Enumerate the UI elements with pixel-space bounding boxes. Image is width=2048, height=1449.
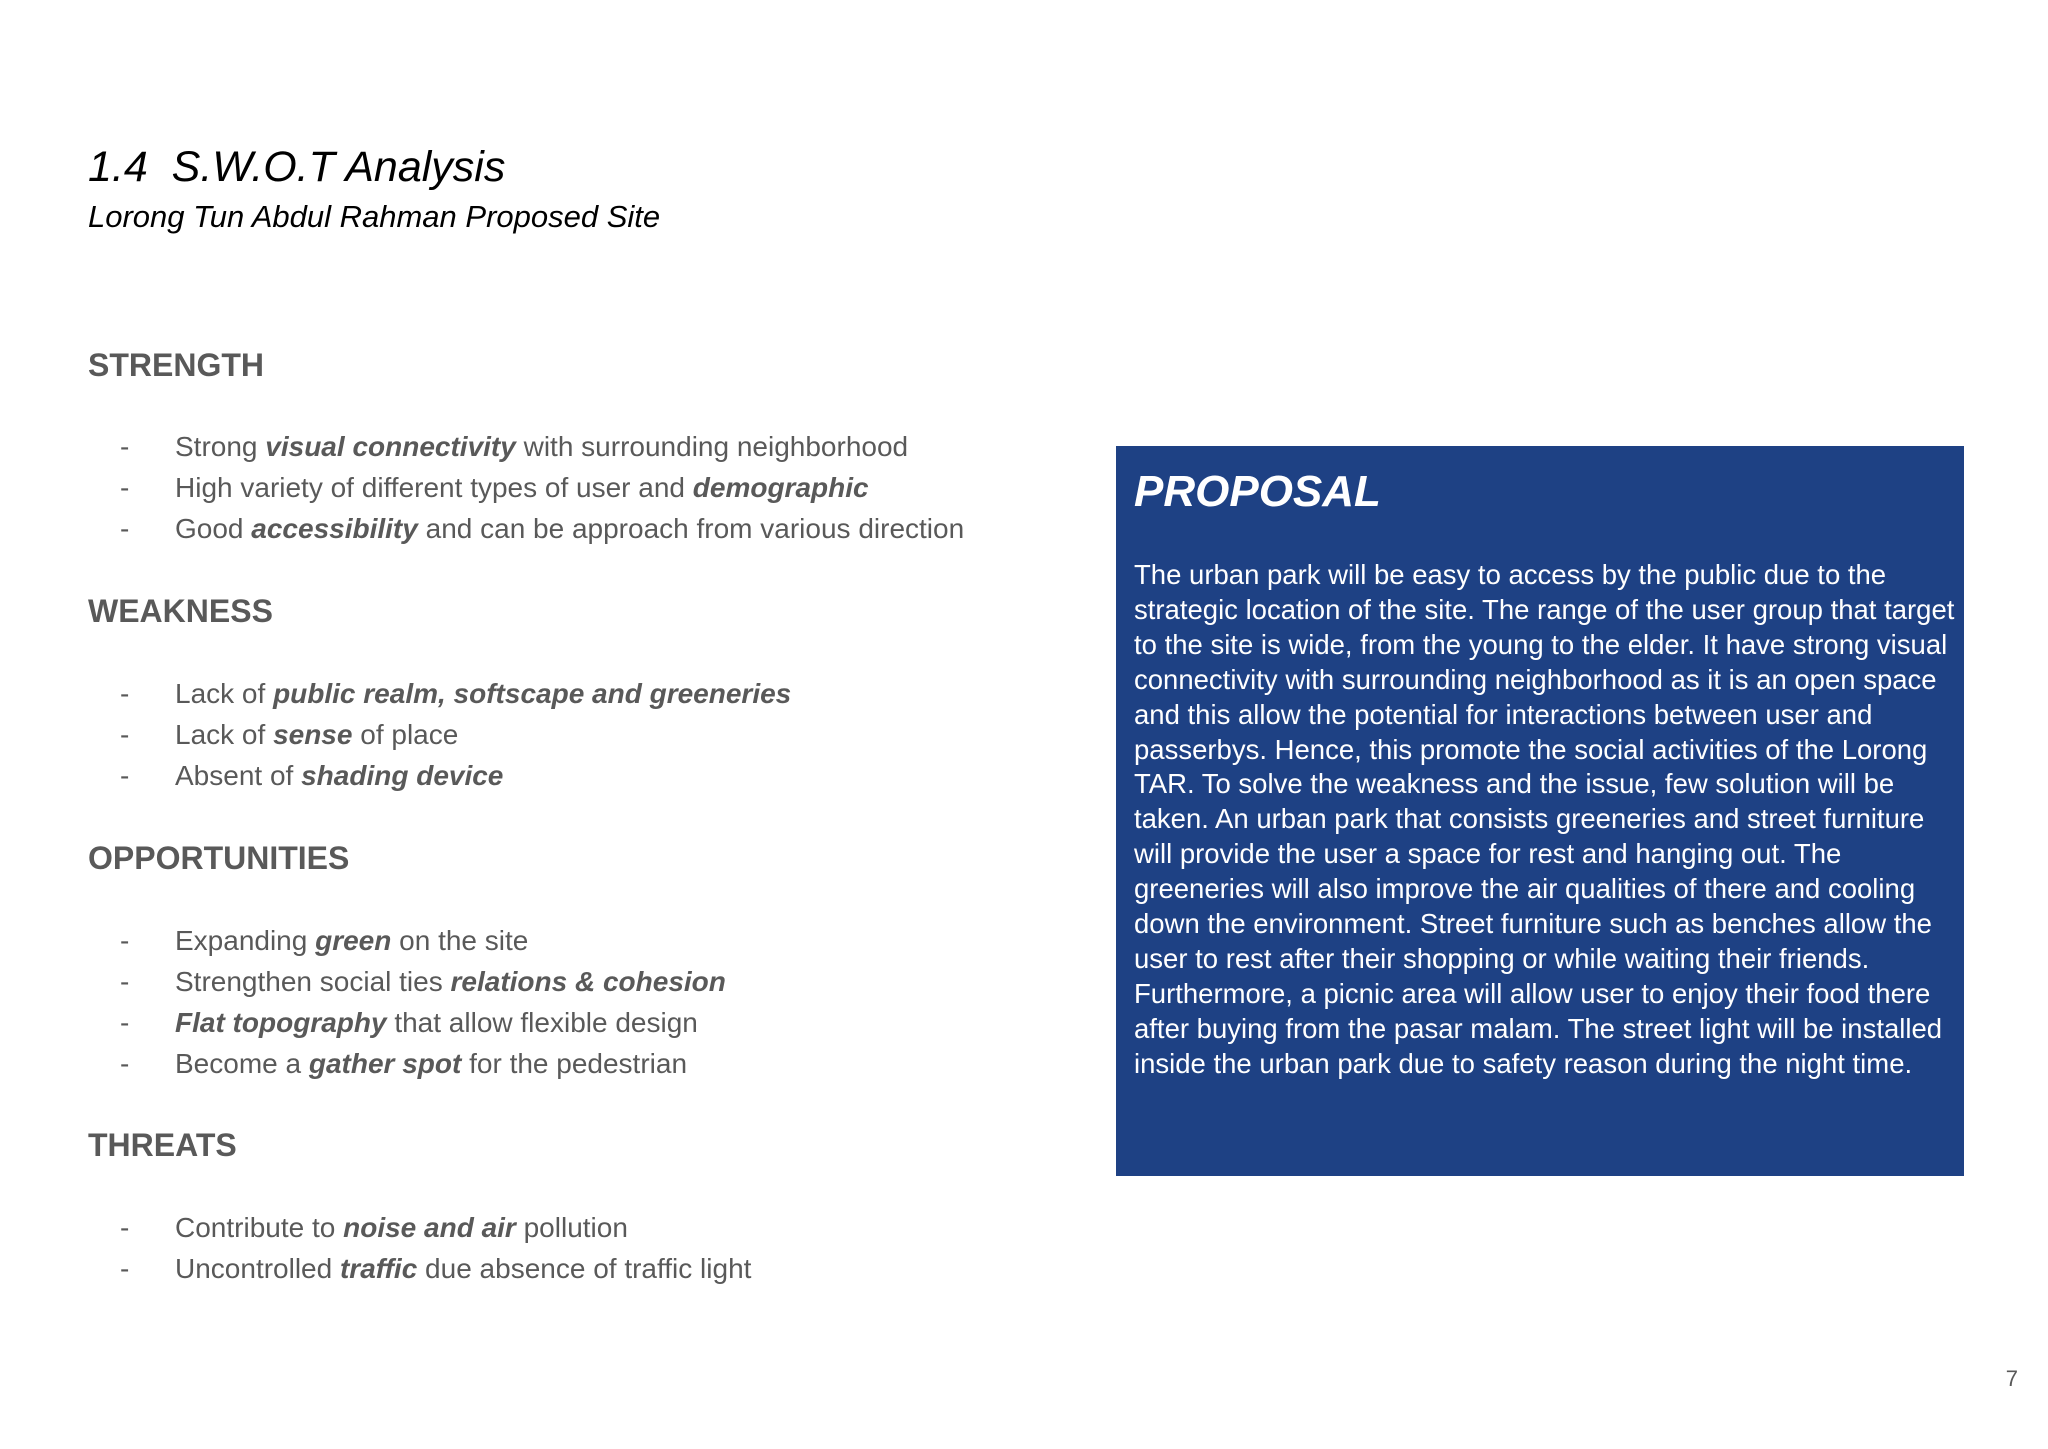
page-subtitle: Lorong Tun Abdul Rahman Proposed Site: [88, 199, 661, 234]
bullet-dash: -: [120, 966, 130, 997]
weakness-heading: WEAKNESS: [88, 593, 273, 629]
emphasis: demographic: [692, 472, 869, 503]
proposal-title: PROPOSAL: [1134, 467, 1381, 516]
bullet-dash: -: [120, 1253, 130, 1284]
page-number: 7: [2005, 1366, 2018, 1391]
bullet-dash: -: [120, 1048, 130, 1079]
emphasis: Flat topography: [175, 1007, 387, 1038]
bullet-text: Uncontrolled traffic due absence of traffic light: [175, 1253, 752, 1284]
bullet-text: Absent of shading device: [175, 760, 504, 791]
bullet-dash: -: [120, 678, 130, 709]
bullet-text: Good accessibility and can be approach from various direction: [175, 513, 965, 544]
bullet-dash: -: [120, 760, 130, 791]
emphasis: gather spot: [308, 1048, 462, 1079]
bullet-text: Strong visual connectivity with surrounding neighborhood: [175, 431, 909, 462]
bullet-text: Flat topography that allow flexible design: [175, 1007, 698, 1038]
proposal-body: The urban park will be easy to access by the public due to the strategic location of the site. The range of the user group that target to the site is wide, from the young to the elder. It have strong visual connectivity with surrounding neighborhood as it is an open space and this allow the potential for interactions between user and passerbys. Hence, this promote the social activities of the Lorong TAR. To solve the weakness and the issue, few solution will be taken. An urban park that consists greeneries and street furniture will provide the user a space for rest and hanging out. The greeneries will also improve the air qualities of there and cooling down the environment. Street furniture such as benches allow the user to rest after their shopping or while waiting their friends. Furthermore, a picnic area will allow user to enjoy their food there after buying from the pasar malam. The street light will be installed inside the urban park due to safety reason during the night time.: [1134, 559, 1955, 1079]
emphasis: sense: [273, 719, 353, 750]
bullet-text: Become a gather spot for the pedestrian: [175, 1048, 688, 1079]
bullet-dash: -: [120, 1212, 130, 1243]
bullet-dash: -: [120, 719, 130, 750]
bullet-dash: -: [120, 925, 130, 956]
opportunities-heading: OPPORTUNITIES: [88, 840, 350, 876]
bullet-text: Lack of public realm, softscape and greeneries: [175, 678, 792, 709]
emphasis: noise and air: [343, 1212, 516, 1243]
bullet-text: High variety of different types of user and demographic: [175, 472, 869, 503]
emphasis: relations & cohesion: [450, 966, 726, 997]
bullet-dash: -: [120, 472, 130, 503]
emphasis: green: [315, 925, 392, 956]
emphasis: accessibility: [251, 513, 418, 544]
page-title: 1.4 S.W.O.T Analysis: [88, 143, 506, 191]
bullet-text: Strengthen social ties relations & cohesion: [175, 966, 726, 997]
bullet-text: Lack of sense of place: [175, 719, 459, 750]
emphasis: shading device: [301, 760, 504, 791]
bullet-text: Expanding green on the site: [175, 925, 529, 956]
emphasis: visual connectivity: [265, 431, 516, 462]
emphasis: traffic: [339, 1253, 418, 1284]
bullet-dash: -: [120, 431, 130, 462]
strength-heading: STRENGTH: [88, 347, 264, 383]
bullet-dash: -: [120, 1007, 130, 1038]
proposal-box: [1116, 446, 1964, 1176]
threats-heading: THREATS: [88, 1127, 237, 1163]
emphasis: public realm, softscape and greeneries: [273, 678, 792, 709]
bullet-text: Contribute to noise and air pollution: [175, 1212, 628, 1243]
bullet-dash: -: [120, 513, 130, 544]
